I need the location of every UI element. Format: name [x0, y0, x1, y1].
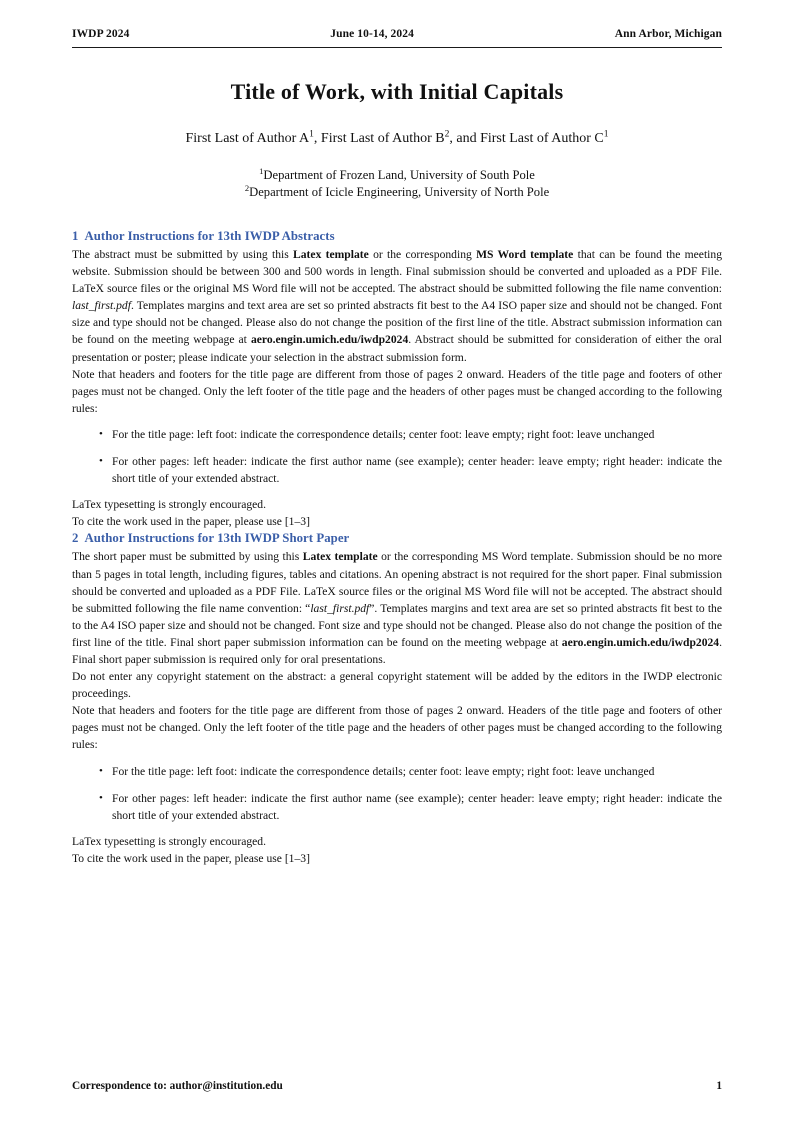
text-run: ”. Templates margins and text area are set so printed abstracts fit best to the to the A4 ISO paper size and should not be changed. Font size and type should not be changed. Please also do not change the position of the first line of the title. Final short paper submission information can be found on the meeting webpage at	[72, 601, 722, 649]
text-run: . Templates margins and text area are set so printed abstracts fit best to the A4 ISO paper size and should not be changed. Font size and type should not be changed. Please also do not change the position of the first line of the title. Abstract submission information can be found on the meeting webpage at	[72, 299, 722, 347]
section-1-paragraph-1	[72, 246, 722, 366]
text-run: that can be found the meeting website. Submission should be between 300 and 500 words in length. Final submission should be converted and uploaded as a PDF File. LaTeX source files or the original MS Word file will not be accepted. The abstract should be submitted following the file name convention:	[72, 248, 722, 296]
author-c-affil-mark: 1	[603, 128, 609, 139]
author-b-affil-mark: 2	[444, 128, 450, 139]
text-run: The short paper must be submitted by using this	[72, 550, 303, 564]
latex-template-emphasis: Latex template	[302, 550, 378, 564]
header-center-dates: June 10-14, 2024	[330, 28, 414, 40]
affiliation-mark: 2	[244, 182, 250, 193]
author-list	[72, 130, 722, 148]
list-item-text: For the title page: left foot: indicate the correspondence details; center foot: leave empty; right foot: leave unchanged	[112, 764, 655, 778]
list-item-text: For other pages: left header: indicate the first author name (see example); center header: leave empty; right header: indicate the short title of your extended abstract.	[112, 455, 722, 486]
page-title: Title of Work, with Initial Capitals	[230, 79, 564, 104]
section-heading-1	[72, 228, 722, 245]
section-2-paragraph-1	[72, 548, 722, 668]
author-a-affil-mark: 1	[309, 128, 314, 139]
header-left-conference: IWDP 2024	[72, 28, 130, 40]
filename-convention-italic: last_first.pdf	[310, 601, 370, 615]
section-2-paragraph-3: Note that headers and footers for the title page are different from those of pages 2 onward. Headers of the title page and footers of other pages must not be changed. Only the left footer of the title page and the headers of other pages must be changed according to the following rules:	[72, 704, 722, 752]
section-1-closing-line-2: To cite the work used in the paper, please use [1–3]	[72, 515, 310, 529]
section-title: Author Instructions for 13th IWDP Short Paper	[84, 531, 350, 546]
list-item-text: For other pages: left header: indicate the first author name (see example); center header: leave empty; right header: indicate the short title of your extended abstract.	[112, 791, 722, 822]
affiliation-mark: 1	[259, 165, 264, 176]
bullet-icon: •	[99, 427, 103, 440]
section-title: Author Instructions for 13th IWDP Abstracts	[84, 229, 335, 243]
section-number: 2	[72, 531, 79, 546]
list-item	[72, 790, 722, 824]
author-separator-2: , and	[449, 130, 481, 146]
ms-word-template-emphasis: MS Word template	[476, 248, 574, 261]
section-2-closing-line-1: LaTex typesetting is strongly encouraged.	[72, 834, 266, 848]
author-separator-1: ,	[313, 130, 321, 146]
text-run: . Final short paper submission is required only for oral presentations.	[72, 635, 722, 666]
text-run: . Abstract should be submitted for consideration of either the oral presentation or poster; please indicate your selection in the abstract submission form.	[72, 333, 723, 364]
section-heading-2	[72, 530, 722, 547]
filename-convention-italic: last_first.pdf	[72, 299, 131, 313]
author-b-name: First Last of Author B	[320, 130, 445, 146]
section-1-closing-line-1: LaTex typesetting is strongly encouraged.	[72, 498, 266, 512]
author-c-name: First Last of Author C	[480, 130, 604, 146]
footer-correspondence: Correspondence to: author@institution.edu	[72, 1080, 283, 1092]
latex-template-emphasis: Latex template	[293, 248, 369, 261]
meeting-webpage-url: aero.engin.umich.edu/iwdp2024	[250, 333, 409, 347]
bullet-icon: •	[99, 791, 103, 804]
section-2-rules-list	[72, 763, 722, 824]
text-run: or the corresponding MS Word template. Submission should be no more than 5 pages in total length, including figures, tables and citations. An opening abstract is not required for the short paper. Final submission should be converted and uploaded as a PDF File. LaTeX source files or the original MS Word file will not be accepted. The abstract should be submitted following the file name convention: “	[72, 550, 723, 615]
section-1-rules-list	[72, 426, 722, 487]
bullet-icon: •	[99, 764, 103, 777]
text-run: or the corresponding	[368, 248, 477, 261]
page-footer	[72, 1080, 722, 1092]
document-body	[72, 228, 722, 867]
affiliation-item	[72, 167, 722, 184]
title-block	[72, 78, 722, 201]
section-2-closing-line-2: To cite the work used in the paper, please use [1–3]	[72, 851, 310, 865]
list-item	[72, 763, 722, 780]
meeting-webpage-url: aero.engin.umich.edu/iwdp2024	[561, 635, 720, 649]
list-item-text: For the title page: left foot: indicate the correspondence details; center foot: leave empty; right foot: leave unchanged	[112, 427, 655, 441]
affiliation-item	[72, 184, 722, 201]
page-header	[72, 28, 722, 40]
section-number: 1	[72, 229, 79, 243]
bullet-icon: •	[99, 455, 103, 468]
author-a-name: First Last of Author A	[185, 130, 310, 146]
list-item	[72, 453, 722, 487]
list-item	[72, 426, 722, 443]
header-rule	[72, 47, 722, 48]
affiliation-text: Department of Frozen Land, University of South Pole	[263, 167, 535, 182]
affiliation-text: Department of Icicle Engineering, University of North Pole	[249, 184, 550, 199]
section-2-paragraph-2: Do not enter any copyright statement on the abstract: a general copyright statement will be added by the editors in the IWDP electronic proceedings.	[72, 670, 722, 701]
section-1-paragraph-2: Note that headers and footers for the title page are different from those of pages 2 onward. Headers of the title page and footers of other pages must not be changed. Only the left footer of the title page and the headers of other pages must be changed according to the following rules:	[72, 367, 722, 415]
text-run: The abstract must be submitted by using this	[72, 248, 294, 261]
affiliation-list	[72, 167, 722, 201]
header-right-location: Ann Arbor, Michigan	[614, 28, 722, 40]
footer-page-number: 1	[716, 1080, 722, 1092]
